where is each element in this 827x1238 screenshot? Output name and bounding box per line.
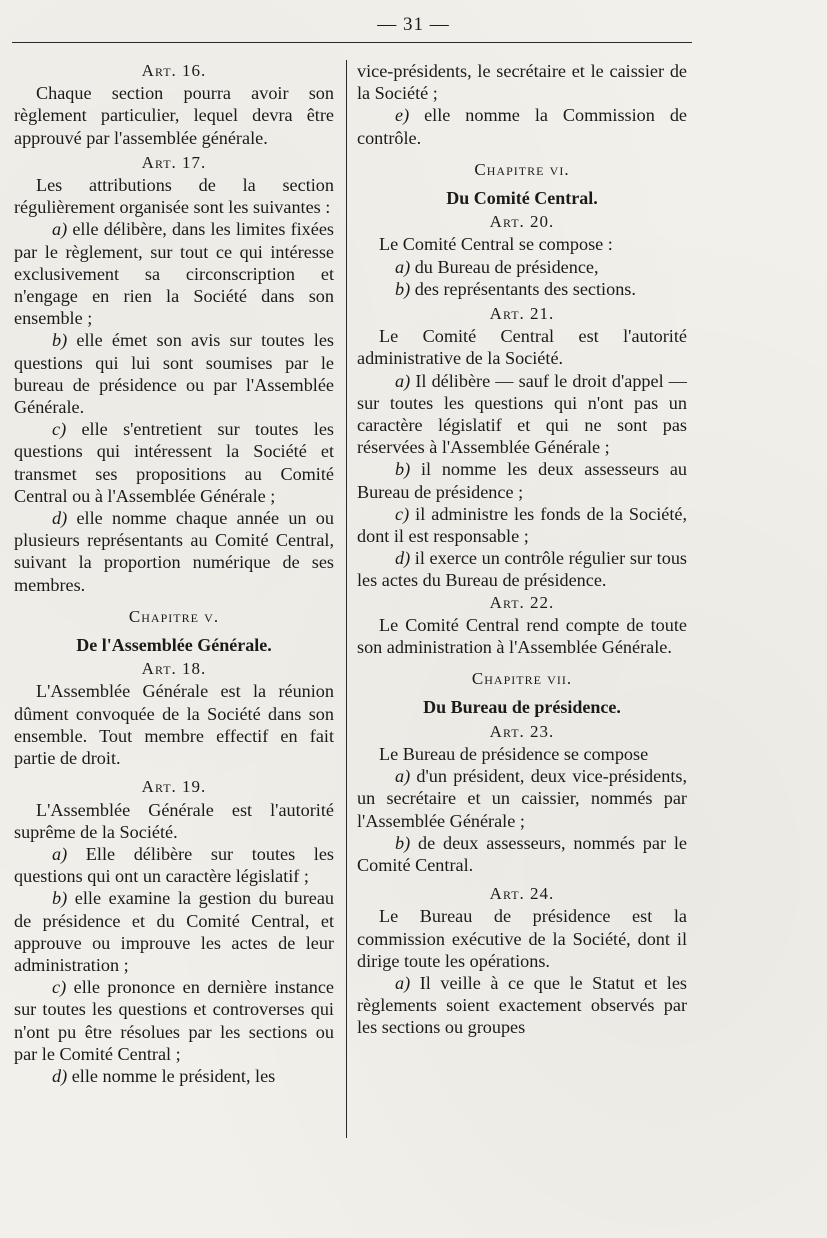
- item-letter: d): [395, 548, 411, 569]
- item-letter: d): [52, 508, 68, 529]
- article-24-intro: Le Bureau de présidence est la commission exécutive de la Société, dont il dirige toute les opérations.: [357, 906, 687, 971]
- item-text: il administre les fonds de la Société, dont il est responsable ;: [357, 503, 687, 547]
- article-17-item-d: [14, 507, 334, 596]
- article-17-item-b: [14, 329, 334, 418]
- chapter-5-heading: De l'Assemblée Générale.: [76, 635, 272, 656]
- chapter-5-title: Chapitre v.: [128, 606, 220, 626]
- article-20-intro: Le Comité Central se compose :: [379, 234, 613, 255]
- article-23-intro: Le Bureau de présidence se compose: [379, 743, 649, 764]
- article-16-title: Art. 16.: [141, 61, 207, 80]
- item-text: elle délibère, dans les limites fixées par le règlement, sur tout ce qui intéresse exclusivement sa circonscription et n'engage en rien la Société dans son ensemble ;: [14, 219, 334, 329]
- item-letter: c): [52, 977, 67, 998]
- article-20-item-a: [357, 256, 687, 278]
- chapter-7-title: Chapitre vii.: [471, 669, 573, 689]
- article-18-text: L'Assemblée Générale est la réunion dûment convoquée de la Société dans son ensemble. Tout membre effectif en fait partie de droit.: [14, 681, 334, 769]
- left-column: [14, 60, 334, 1087]
- item-text: elle émet son avis sur toutes les questions qui lui sont soumises par le bureau de présidence ou par l'Assemblée Générale.: [14, 330, 334, 418]
- item-text: Il veille à ce que le Statut et les règlements soient exactement observés par les sections ou groupes: [357, 972, 687, 1038]
- article-19-title: Art. 19.: [141, 777, 207, 797]
- article-19-item-b: [14, 887, 334, 976]
- article-20-title: Art. 20.: [489, 212, 555, 232]
- item-text: des représentants des sections.: [410, 278, 636, 299]
- item-text: elle nomme le président, les: [67, 1065, 276, 1086]
- article-17-item-a: [14, 218, 334, 329]
- item-letter: a): [52, 219, 68, 240]
- column-divider: [346, 60, 347, 1138]
- article-20-item-b: [357, 278, 687, 300]
- item-letter: b): [395, 459, 411, 480]
- item-text: elle s'entretient sur toutes les questions qui intéressent la Société et transmet ses propositions au Comité Central ou à l'Assemblée Générale ;: [14, 419, 334, 506]
- item-text: elle nomme la Commission de contrôle.: [357, 105, 687, 148]
- article-23-item-a: [357, 765, 687, 832]
- article-23-title: Art. 23.: [489, 721, 555, 741]
- article-24-item-a: [357, 972, 687, 1039]
- article-21-intro: Le Comité Central est l'autorité administrative de la Société.: [357, 326, 687, 369]
- item-letter: a): [395, 370, 411, 391]
- chapter-7-heading: Du Bureau de présidence.: [423, 697, 621, 718]
- article-23-item-b: [357, 832, 687, 876]
- item-text: d'un président, deux vice-présidents, un secrétaire et un caissier, nommés par l'Assemblée Générale ;: [357, 766, 687, 831]
- article-21-title: Art. 21.: [489, 304, 555, 324]
- article-17-intro: Les attributions de la section régulièrement organisée sont les suivantes :: [14, 175, 334, 218]
- item-letter: a): [395, 972, 411, 993]
- article-21-item-d: [357, 547, 687, 591]
- item-letter: e): [395, 105, 410, 126]
- article-22-text: Le Comité Central rend compte de toute son administration à l'Assemblée Générale.: [357, 614, 687, 658]
- item-letter: c): [52, 419, 67, 440]
- item-letter: d): [52, 1065, 68, 1086]
- item-text: elle examine la gestion du bureau de présidence et du Comité Central, et approuve ou improuve les actes de leur administration ;: [14, 888, 334, 975]
- article-18-title: Art. 18.: [141, 659, 207, 679]
- item-letter: c): [395, 503, 410, 524]
- article-21-item-a: [357, 370, 687, 459]
- article-21-item-b: [357, 458, 687, 502]
- article-19-item-c: [14, 976, 334, 1065]
- item-letter: b): [52, 330, 68, 351]
- article-19-item-a: [14, 843, 334, 887]
- item-letter: b): [395, 278, 411, 299]
- article-22-title: Art. 22.: [489, 592, 555, 612]
- article-21-item-c: [357, 503, 687, 547]
- item-text: Il délibère — sauf le droit d'appel — sur toutes les questions qui n'ont pas un caractère législatif et qui ne sont pas réservées à l'Assemblée Générale ;: [357, 370, 687, 458]
- item-text: Elle délibère sur toutes les questions qui ont un caractère législatif ;: [14, 843, 334, 887]
- item-text: du Bureau de présidence,: [410, 256, 599, 277]
- item-text: de deux assesseurs, nommés par le Comité Central.: [357, 832, 687, 875]
- header-rule: [12, 42, 692, 43]
- item-letter: a): [52, 843, 68, 864]
- continued-text: vice-présidents, le secrétaire et le caissier de la Société ;: [357, 61, 687, 104]
- item-text: il nomme les deux assesseurs au Bureau de présidence ;: [357, 459, 687, 502]
- article-19-item-d: [14, 1065, 334, 1087]
- item-letter: a): [395, 256, 411, 277]
- item-text: il exerce un contrôle régulier sur tous les actes du Bureau de présidence.: [357, 548, 687, 591]
- continued-item-e: [357, 104, 687, 148]
- item-letter: b): [395, 832, 411, 853]
- chapter-6-title: Chapitre vi.: [474, 159, 570, 179]
- item-letter: a): [395, 766, 411, 787]
- item-text: elle nomme chaque année un ou plusieurs représentants au Comité Central, suivant la proportion numérique de ses membres.: [14, 508, 334, 595]
- page-number: — 31 —: [377, 14, 450, 35]
- article-16-text: Chaque section pourra avoir son règlement particulier, lequel devra être approuvé par l'assemblée générale.: [14, 83, 334, 148]
- chapter-6-heading: Du Comité Central.: [446, 188, 598, 209]
- item-text: elle prononce en dernière instance sur toutes les questions et controverses qui n'ont pu être résolues par les sections ou par le Comité Central ;: [14, 977, 334, 1064]
- article-24-title: Art. 24.: [489, 884, 555, 904]
- article-17-title: Art. 17.: [141, 152, 207, 172]
- article-17-item-c: [14, 418, 334, 507]
- article-19-intro: L'Assemblée Générale est l'autorité suprême de la Société.: [14, 799, 334, 842]
- right-column: [357, 60, 687, 1039]
- item-letter: b): [52, 888, 68, 909]
